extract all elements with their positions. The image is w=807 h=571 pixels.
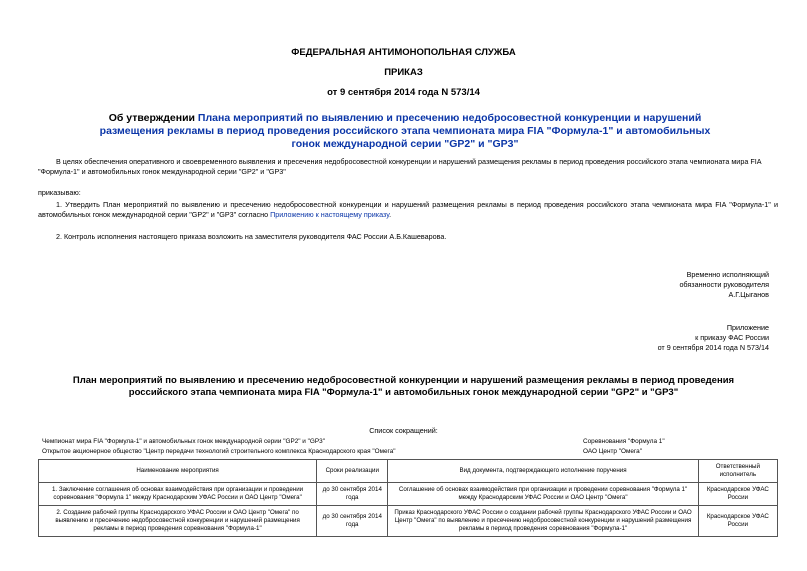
col-header-responsible: Ответственный исполнитель — [698, 460, 777, 483]
table-row — [39, 483, 778, 506]
table-row — [39, 506, 778, 537]
table-cell: Приказ Краснодарского УФАС России о создании рабочей группы Краснодарского УФАС России и ОАО Центр "Омега" по выявлению и пресечению недобросовестной конкуренции и нарушений размещения рекламы в период проведения соревнования "Формула-1" — [388, 506, 698, 537]
appendix-block — [569, 323, 769, 353]
table-cell: Соглашение об основах взаимодействия при организации и проведении соревнования "Формула 1" между Краснодарским УФАС России и ОАО Центр "Омега" — [388, 483, 698, 506]
title-prefix: Об утверждении — [108, 112, 198, 124]
appendix-link[interactable]: Приложению к настоящему приказу — [270, 210, 390, 219]
document-date: от 9 сентября 2014 года N 573/14 — [327, 87, 480, 98]
order-word: приказываю: — [38, 188, 81, 197]
abbreviation-short-1: Соревнования "Формула 1" — [583, 438, 665, 445]
signature-block — [569, 270, 769, 300]
col-header-event: Наименование мероприятия — [39, 460, 317, 483]
col-header-deadline: Сроки реализации — [317, 460, 388, 483]
appendix-line-3: от 9 сентября 2014 года N 573/14 — [657, 343, 769, 352]
table-cell: до 30 сентября 2014 года — [317, 506, 388, 537]
abbreviation-full-1: Чемпионат мира FIA "Формула-1" и автомобильных гонок международной серии "GP2" и "GP3" — [42, 438, 325, 445]
intro-paragraph: В целях обеспечения оперативного и своевременного выявления и пресечения недобросовестной конкуренции и нарушений размещения рекламы в период проведения российского этапа чемпионата мира FIA "Формула-1" и автомобильных гонок международной серии "GP2" и "GP3" — [38, 157, 762, 176]
order-item-1-end: . — [389, 210, 392, 219]
table-cell: 1. Заключение соглашения об основах взаимодействия при организации и проведении соревнования "Формула 1" между Краснодарским УФАС России и ОАО Центр "Омега" — [39, 483, 317, 506]
table-cell: Краснодарское УФАС России — [698, 483, 777, 506]
col-header-document: Вид документа, подтверждающего исполнение поручения — [388, 460, 698, 483]
table-cell: Краснодарское УФАС России — [698, 506, 777, 537]
plan-title: План мероприятий по выявлению и пресечению недобросовестной конкуренции и нарушений размещения рекламы в период проведения российского этапа чемпионата мира FIA "Формула-1" и автомобильных гонок международной серии "GP2" и "GP3" — [72, 375, 735, 398]
agency-name: ФЕДЕРАЛЬНАЯ АНТИМОНОПОЛЬНАЯ СЛУЖБА — [291, 47, 516, 58]
signature-line-2: обязанности руководителя — [679, 280, 769, 289]
abbreviation-full-2: Открытое акционерное общество "Центр передачи технологий строительного комплекса Краснодарского края "Омега" — [42, 448, 396, 455]
plan-table — [38, 459, 778, 537]
order-item-2: 2. Контроль исполнения настоящего приказа возложить на заместителя руководителя ФАС России А.Б.Кашеварова. — [56, 232, 447, 241]
table-cell: до 30 сентября 2014 года — [317, 483, 388, 506]
appendix-line-1: Приложение — [726, 323, 769, 332]
abbreviation-short-2: ОАО Центр "Омега" — [583, 448, 642, 455]
table-cell: 2. Создание рабочей группы Краснодарского УФАС России и ОАО Центр "Омега" по выявлению и пресечению недобросовестной конкуренции и нарушений размещения рекламы в период проведения соревнования "Формула-1" — [39, 506, 317, 537]
table-header-row — [39, 460, 778, 483]
document-title — [90, 112, 720, 151]
order-item-1-text: 1. Утвердить План мероприятий по выявлению и пресечению недобросовестной конкуренции и нарушений размещения рекламы в период проведения российского этапа чемпионата мира FIA "Формула-1" и автомобильных гонок международной серии "GP2" и "GP3" согласно — [38, 200, 778, 219]
abbreviations-heading: Список сокращений: — [369, 426, 438, 435]
document-type: ПРИКАЗ — [384, 67, 423, 78]
title-link[interactable]: Плана мероприятий по выявлению и пресечению недобросовестной конкуренции и нарушений размещения рекламы в период проведения российского этапа чемпионата мира FIA "Формула-1" и автомобильных гонок международной серии "GP2" и "GP3" — [99, 112, 711, 150]
appendix-line-2: к приказу ФАС России — [695, 333, 769, 342]
signature-name: А.Г.Цыганов — [728, 290, 769, 299]
signature-line-1: Временно исполняющий — [686, 270, 769, 279]
order-item-1 — [38, 200, 778, 220]
